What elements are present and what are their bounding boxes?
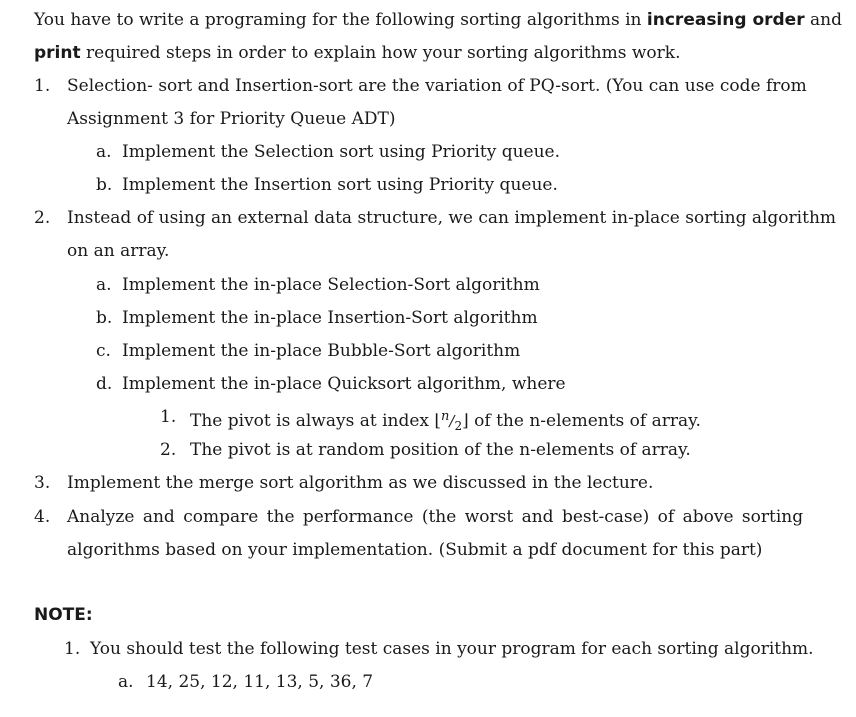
item-2a-text: Implement the in-place Selection-Sort algorithm bbox=[122, 275, 540, 295]
item-2d-text: Implement the in-place Quicksort algorithm, where bbox=[122, 374, 566, 394]
item-1-text: Selection- sort and Insertion-sort are the variation of PQ-sort. (You can use code from bbox=[67, 76, 807, 96]
item-2b-label: b. bbox=[96, 308, 113, 328]
item-1b-label: b. bbox=[96, 175, 113, 195]
item-2d1-pre: The pivot is always at index bbox=[190, 411, 429, 431]
item-2b-text: Implement the in-place Insertion-Sort algorithm bbox=[122, 308, 538, 328]
item-4-line-1: Analyze and compare the performance (the worst and best-case) of above sorting bbox=[67, 507, 804, 527]
note-1-text: You should test the following test cases in your program for each sorting algorithm. bbox=[90, 639, 814, 659]
intro-line-2 bbox=[34, 42, 681, 64]
item-1-line-2: Assignment 3 for Priority Queue ADT) bbox=[67, 109, 396, 129]
item-1a-label: a. bbox=[96, 142, 112, 162]
intro-bold-print: print bbox=[34, 43, 81, 63]
item-2d1-line bbox=[190, 406, 701, 437]
note-heading: NOTE: bbox=[34, 605, 93, 625]
item-1-line-1 bbox=[67, 75, 807, 97]
item-3-number: 3. bbox=[34, 473, 51, 493]
item-2-number: 2. bbox=[34, 208, 51, 228]
note-1-label: 1. bbox=[64, 639, 81, 659]
item-1-number: 1. bbox=[34, 76, 51, 96]
item-1b-text: Implement the Insertion sort using Priority queue. bbox=[122, 175, 558, 195]
item-2a-label: a. bbox=[96, 275, 112, 295]
floor-denominator: 2 bbox=[454, 419, 463, 433]
item-4-line-2: algorithms based on your implementation. (Submit a pdf document for this part) bbox=[67, 540, 763, 560]
item-3-text: Implement the merge sort algorithm as we discussed in the lecture. bbox=[67, 473, 654, 493]
intro-text-end: and bbox=[810, 10, 842, 30]
intro-text: You have to write a programing for the following sorting algorithms in bbox=[34, 10, 642, 30]
note-1a-text: 14, 25, 12, 11, 13, 5, 36, 7 bbox=[146, 672, 374, 692]
item-2d1-label: 1. bbox=[160, 407, 177, 427]
item-2d-label: d. bbox=[96, 374, 113, 394]
intro-text-2: required steps in order to explain how your sorting algorithms work. bbox=[86, 43, 681, 63]
item-2c-text: Implement the in-place Bubble-Sort algorithm bbox=[122, 341, 521, 361]
item-2-line-2: on an array. bbox=[67, 241, 170, 261]
item-2-line-1: Instead of using an external data structure, we can implement in-place sorting algorithm bbox=[67, 208, 837, 228]
intro-bold: increasing order bbox=[646, 10, 805, 30]
note-1a-label: a. bbox=[118, 672, 134, 692]
item-1a-text: Implement the Selection sort using Priority queue. bbox=[122, 142, 561, 162]
item-2d1-post: of the n-elements of array. bbox=[474, 411, 701, 431]
item-4-number: 4. bbox=[34, 507, 51, 527]
item-2c-label: c. bbox=[96, 341, 111, 361]
item-2d2-label: 2. bbox=[160, 440, 177, 460]
intro-line-1 bbox=[34, 9, 842, 31]
item-2d2-text: The pivot is at random position of the n-elements of array. bbox=[190, 440, 691, 460]
floor-numerator: n bbox=[441, 409, 450, 424]
floor-expression: $⌊^n/_2⌋$ bbox=[434, 409, 469, 433]
